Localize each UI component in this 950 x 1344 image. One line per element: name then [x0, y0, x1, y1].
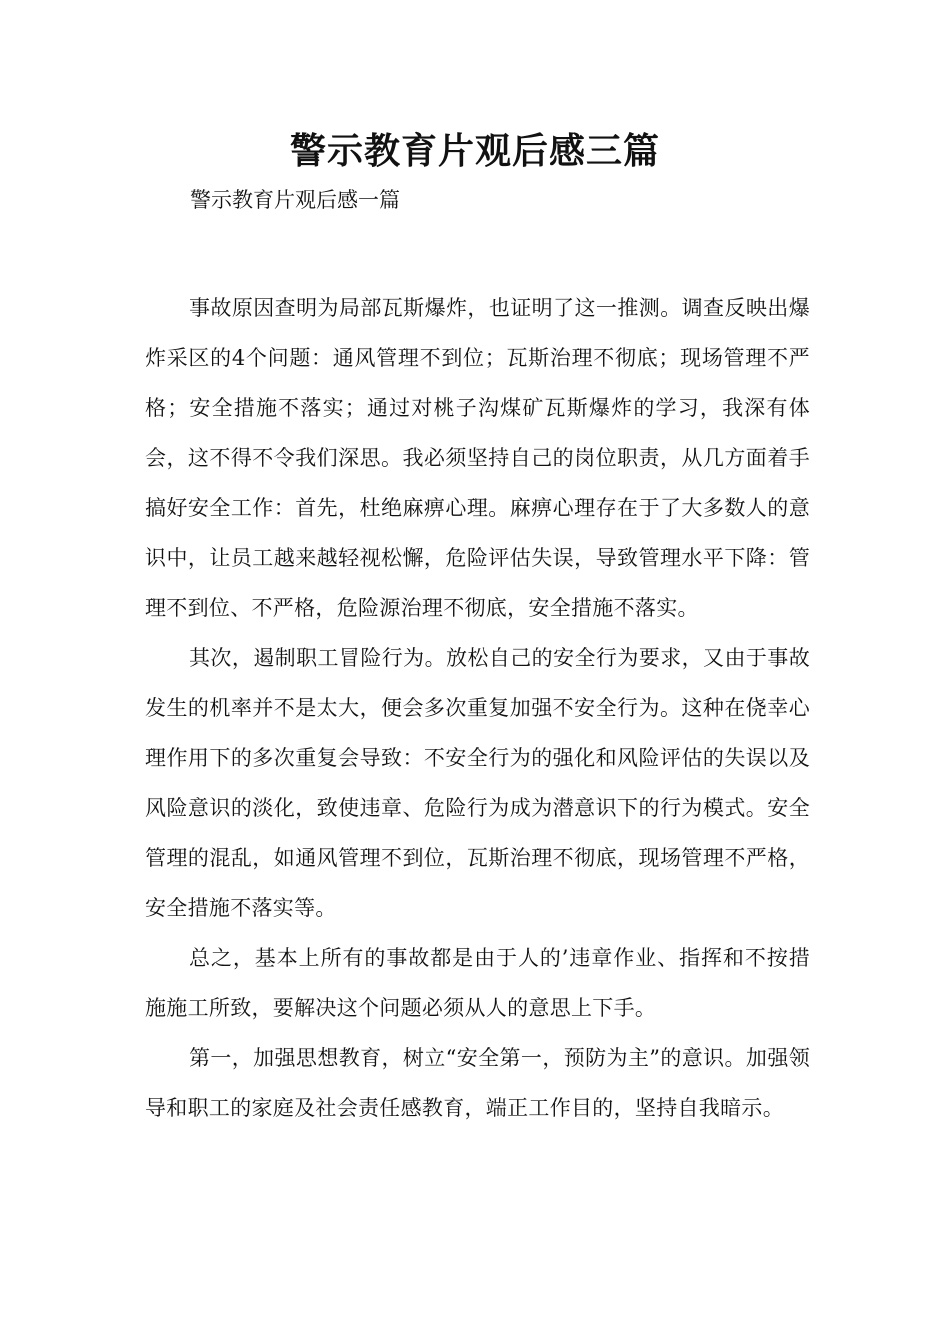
document-title: 警示教育片观后感三篇: [289, 131, 660, 172]
paragraph-1: 事故原因查明为局部瓦斯爆炸，也证明了这一推测。调查反映出爆炸采区的4个问题：通风管理不到位；瓦斯治理不彻底；现场管理不严格；安全措施不落实；通过对桃子沟煤矿瓦斯爆炸的学习，我深有体会，这不得不令我们深思。我必须坚持自己的岗位职责，从几方面着手搞好安全工作：首先，杜绝麻痹心理。麻痹心理存在于了大多数人的意识中，让员工越来越轻视松懈，危险评估失误，导致管理水平下降：管理不到位、不严格，危险源治理不彻底，安全措施不落实。: [145, 296, 810, 620]
document-body: [145, 283, 810, 1133]
paragraph-3: 总之，基本上所有的事故都是由于人的’违章作业、指挥和不按措施施工所致，要解决这个问题必须从人的意思上下手。: [145, 946, 810, 1020]
document-subtitle: 警示教育片观后感一篇: [190, 188, 400, 212]
paragraph-2: 其次，遏制职工冒险行为。放松自己的安全行为要求，又由于事故发生的机率并不是太大，便会多次重复加强不安全行为。这种在侥幸心理作用下的多次重复会导致：不安全行为的强化和风险评估的失误以及风险意识的淡化，致使违章、危险行为成为潜意识下的行为模式。安全管理的混乱，如通风管理不到位，瓦斯治理不彻底，现场管理不严格，安全措施不落实等。: [145, 646, 810, 920]
paragraph-4: 第一，加强思想教育，树立“安全第一，预防为主”的意识。加强领导和职工的家庭及社会责任感教育，端正工作目的，坚持自我暗示。: [145, 1046, 810, 1120]
